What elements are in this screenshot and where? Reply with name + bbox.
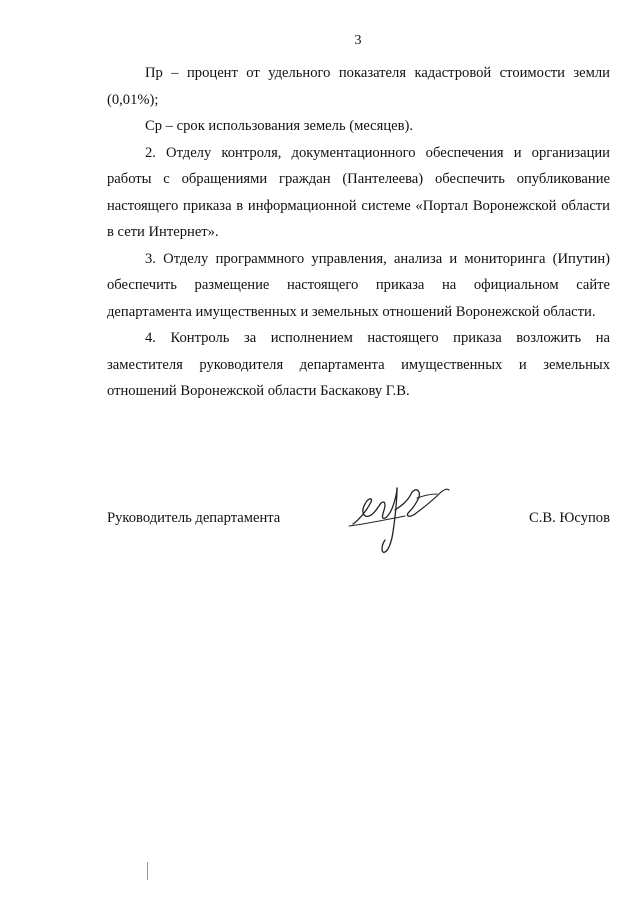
paragraph-item-3: 3. Отделу программного управления, анализа и мониторинга (Ипутин) обеспечить размещение настоящего приказа на официальном сайте департамента имущественных и земельных отношений Воронежской области. [107,250,610,320]
paragraph-item-4: 4. Контроль за исполнением настоящего приказа возложить на заместителя руководителя департамента имущественных и земельных отношений Воронежской области Баскакову Г.В. [107,330,610,399]
signatory-position: Руководитель департамента [107,510,281,526]
paragraph-formula-pr: Пр – процент от удельного показателя кадастровой стоимости земли (0,01%); [107,65,610,108]
handwritten-signature [345,480,455,560]
page-number: 3 [354,33,362,48]
margin-mark [147,862,148,880]
paragraph-formula-sr: Ср – срок использования земель (месяцев). [145,118,414,134]
document-body [107,60,610,405]
signatory-name: С.В. Юсупов [529,510,610,526]
paragraph-item-2: 2. Отделу контроля, документационного обеспечения и организации работы с обращениями граждан (Пантелеева) обеспечить опубликование настоящего приказа в информационной системе «Портал Воронежской области в сети Интернет». [107,144,610,240]
